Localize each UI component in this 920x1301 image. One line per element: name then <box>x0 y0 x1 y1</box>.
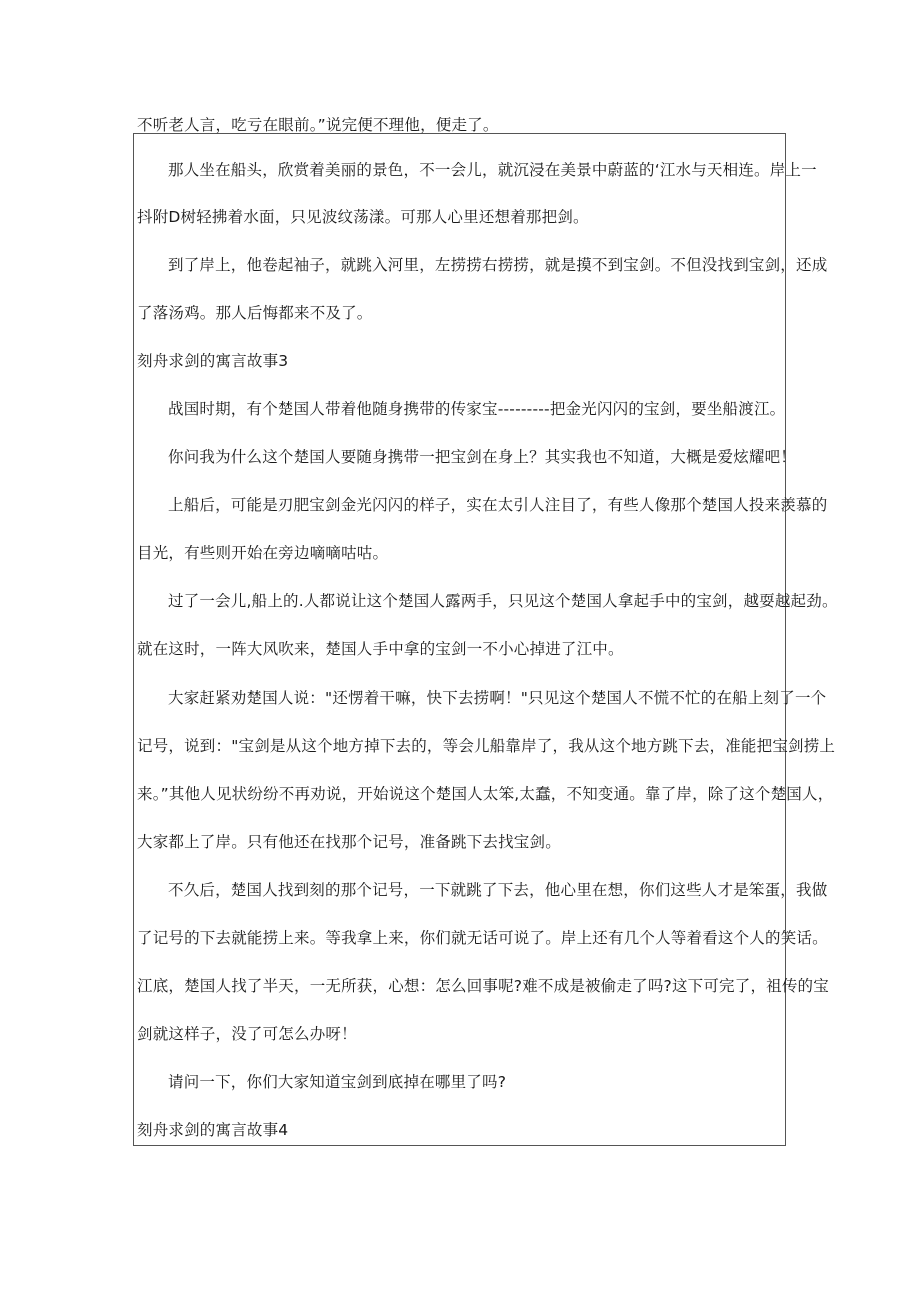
text-line: 了记号的下去就能捞上来。等我拿上来，你们就无话可说了。岸上还有几个人等着看这个人的笑话。 <box>137 929 828 947</box>
text-line: 大家都上了岸。只有他还在找那个记号，准备跳下去找宝剑。 <box>137 833 561 851</box>
text-line: 目光，有些则开始在旁边嘀嘀咕咕。 <box>137 544 389 562</box>
paragraph-line: 上船后，可能是刃肥宝剑金光闪闪的样子，实在太引人注目了，有些人像那个楚国人投来羡慕的 <box>168 496 828 514</box>
text-line: 了落汤鸡。那人后悔都来不及了。 <box>137 304 373 322</box>
text-line: 剑就这样子，没了可怎么办呀！ <box>137 1025 357 1043</box>
text-line: 来。”其他人见状纷纷不再劝说，开始说这个楚国人太笨,太蠢，不知变通。靠了岸，除了这个楚国人， <box>137 785 834 803</box>
text-line: 抖附D树轻拂着水面，只见波纹荡漾。可那人心里还想着那把剑。 <box>137 208 589 226</box>
text-line: 不听老人言，吃亏在眼前。”说完便不理他，便走了。 <box>137 116 499 134</box>
text-line: 记号，说到："宝剑是从这个地方掉下去的，等会儿船靠岸了，我从这个地方跳下去，准能把宝剑捞上 <box>137 737 836 755</box>
paragraph-line: 大家赶紧劝楚国人说："还愣着干嘛，快下去捞啊！"只见这个楚国人不慌不忙的在船上刻了一个 <box>168 689 827 707</box>
paragraph-line: 那人坐在船头，欣赏着美丽的景色，不一会儿，就沉浸在美景中蔚蓝的‘江水与天相连。岸上一 <box>168 161 817 179</box>
text-line: 就在这时，一阵大风吹来，楚国人手中拿的宝剑一不小心掉进了江中。 <box>137 640 624 658</box>
text-line: 江底，楚国人找了半天，一无所获，心想：怎么回事呢?难不成是被偷走了吗?这下可完了，祖传的宝 <box>137 977 829 995</box>
paragraph-line: 战国时期，有个楚国人带着他随身携带的传家宝---------把金光闪闪的宝剑，要坐船渡江。 <box>168 400 786 418</box>
section-heading: 刻舟求剑的寓言故事4 <box>137 1121 289 1139</box>
paragraph-line: 过了一会儿,船上的.人都说让这个楚国人露两手，只见这个楚国人拿起手中的宝剑，越耍越起劲。 <box>168 592 838 610</box>
paragraph-line: 不久后，楚国人找到刻的那个记号，一下就跳了下去，他心里在想，你们这些人才是笨蛋，我做 <box>168 881 828 899</box>
section-heading: 刻舟求剑的寓言故事3 <box>137 352 289 370</box>
paragraph-line: 你问我为什么这个楚国人要随身携带一把宝剑在身上？其实我也不知道，大概是爱炫耀吧！ <box>168 448 797 466</box>
paragraph-line: 请问一下，你们大家知道宝剑到底掉在哪里了吗? <box>168 1073 507 1091</box>
paragraph-line: 到了岸上，他卷起袖子，就跳入河里，左捞捞右捞捞，就是摸不到宝剑。不但没找到宝剑，还成 <box>168 256 828 274</box>
